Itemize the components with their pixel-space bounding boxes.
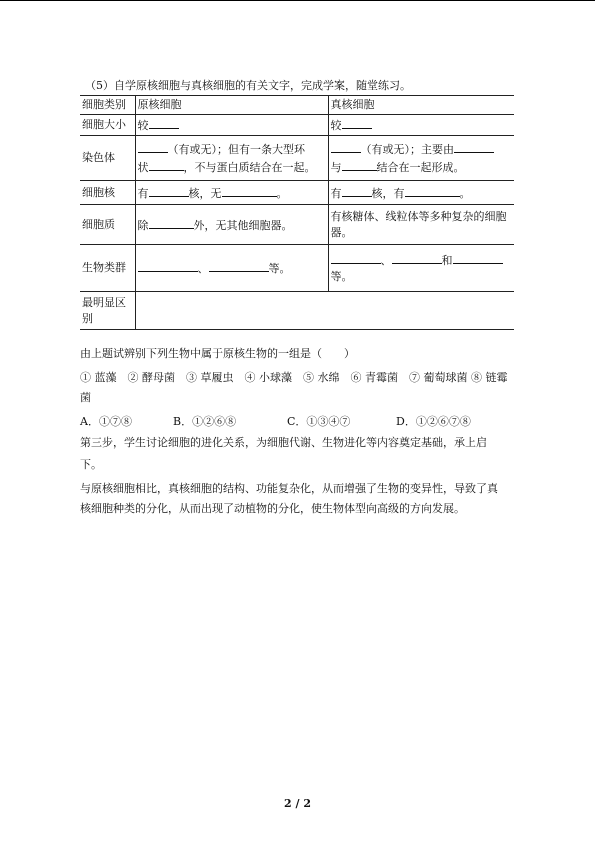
cell xyxy=(135,115,328,136)
row-label: 生物类群 xyxy=(80,245,135,292)
table-row-nucleus xyxy=(80,181,514,205)
blank xyxy=(222,184,277,197)
row-label: 细胞质 xyxy=(80,205,135,245)
header-cell: 原核细胞 xyxy=(135,96,328,115)
row-label: 细胞大小 xyxy=(80,115,135,136)
cell-text: 较 xyxy=(137,119,149,132)
cell-text: 状 xyxy=(137,161,149,174)
comparison-table xyxy=(80,95,514,330)
blank xyxy=(342,116,372,129)
cell xyxy=(135,181,328,205)
paragraph-eukaryote-tail: 核细胞种类的分化，从而出现了动植物的分化，使生物体型向高级的方向发展。 xyxy=(80,502,465,515)
cell-text: （有或无）；但有一条大型环 xyxy=(167,143,305,156)
cell-text: 和 xyxy=(441,254,453,267)
cell-text: 。 xyxy=(459,186,471,200)
cell: 有核糖体、线粒体等多种复杂的细胞器。 xyxy=(328,205,514,245)
row-label: 细胞核 xyxy=(80,181,135,205)
cell-text: 等。 xyxy=(330,270,353,283)
cell xyxy=(135,292,514,330)
cell-text: 有 xyxy=(330,186,342,200)
cell-text: 核，有 xyxy=(371,186,405,200)
option-c: C．①③④⑦ xyxy=(287,415,351,428)
organism-list: ① 蓝藻 ② 酵母菌 ③ 草履虫 ④ 小球藻 ⑤ 水绵 ⑥ 青霉菌 ⑦ 葡萄球菌 ⑧ 链霉 xyxy=(80,371,508,384)
table-row-difference xyxy=(80,292,514,330)
option-b: B．①②⑥⑧ xyxy=(173,415,237,428)
blank xyxy=(149,158,184,171)
option-d: D．①②⑥⑦⑧ xyxy=(396,415,471,428)
table-row-chromosome xyxy=(80,136,514,181)
option-a: A．①⑦⑧ xyxy=(80,415,132,428)
question-stem: 由上题试辨别下列生物中属于原核生物的一组是（ ） xyxy=(80,347,355,360)
table-row-groups xyxy=(80,245,514,292)
blank xyxy=(342,184,372,197)
blank xyxy=(209,259,269,272)
paragraph-eukaryote: 与原核细胞相比，真核细胞的结构、功能复杂化，从而增强了生物的变异性，导致了真 xyxy=(80,482,498,495)
cell-text: ，不与蛋白质结合在一起。 xyxy=(183,161,316,174)
blank xyxy=(149,116,179,129)
page-number: 2 / 2 xyxy=(284,797,311,810)
cell-text: 外，无其他细胞器。 xyxy=(193,218,293,232)
table-row-header xyxy=(80,96,514,115)
cell-text: 有 xyxy=(137,186,149,200)
blank xyxy=(331,140,361,153)
cell-text: （有或无）；主要由 xyxy=(360,143,454,156)
paragraph-step3-tail: 下。 xyxy=(80,458,102,471)
cell-text: 。 xyxy=(276,186,288,200)
blank xyxy=(392,251,442,264)
cell-text: 除 xyxy=(137,218,149,232)
cell-text: 结合在一起形成。 xyxy=(376,161,465,174)
blank xyxy=(138,140,168,153)
row-label: 染色体 xyxy=(80,136,135,181)
header-cell: 真核细胞 xyxy=(328,96,514,115)
table-row-cytoplasm xyxy=(80,205,514,245)
table-row-size xyxy=(80,115,514,136)
blank xyxy=(138,259,198,272)
blank xyxy=(342,158,377,171)
blank xyxy=(149,184,189,197)
cell-text: 、 xyxy=(380,254,392,267)
paragraph-step3: 第三步，学生讨论细胞的进化关系，为细胞代谢、生物进化等内容奠定基础，承上启 xyxy=(80,436,487,449)
blank xyxy=(149,216,194,229)
cell xyxy=(135,205,328,245)
top-rule xyxy=(0,0,595,1)
cell-text: 、 xyxy=(197,262,209,275)
cell xyxy=(328,115,514,136)
cell-text: 等。 xyxy=(268,262,291,275)
blank xyxy=(453,251,503,264)
blank xyxy=(405,184,460,197)
cell-text: 核，无 xyxy=(188,186,222,200)
cell xyxy=(328,181,514,205)
cell-text: 与 xyxy=(330,161,342,174)
blank xyxy=(331,251,381,264)
blank xyxy=(454,140,494,153)
cell xyxy=(328,245,514,292)
organism-list-tail: 菌 xyxy=(80,391,91,404)
cell xyxy=(135,136,328,181)
row-label: 最明显区别 xyxy=(80,292,135,330)
header-cell: 细胞类别 xyxy=(80,96,135,115)
intro-line: （5）自学原核细胞与真核细胞的有关文字，完成学案，随堂练习。 xyxy=(85,79,411,92)
cell xyxy=(135,245,328,292)
cell xyxy=(328,136,514,181)
cell-text: 较 xyxy=(330,119,342,132)
